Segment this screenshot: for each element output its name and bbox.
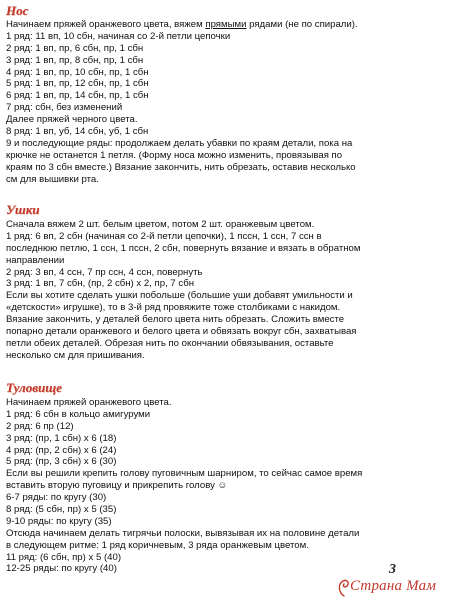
body-line: 1 ряд: 6 сбн в кольцо амигуруми: [6, 408, 151, 420]
site-logo: [336, 576, 448, 598]
section-title-nose: Нос: [6, 3, 29, 18]
ears-line: направлении: [6, 254, 65, 266]
nose-intro-before: Начинаем пряжей оранжевого цвета, вяжем: [6, 19, 206, 30]
nose-intro-line: [6, 19, 446, 31]
ears-line: последнюю петлю, 1 ссн, 1 пссн, 2 сбн, повернуть вязание и вязать в обратном: [6, 242, 361, 254]
nose-line: 8 ряд: 1 вп, уб, 14 сбн, уб, 1 сбн: [6, 126, 149, 138]
nose-intro-after: рядами (не по спирали).: [246, 19, 358, 30]
nose-line: 6 ряд: 1 вп, пр, 14 сбн, пр, 1 сбн: [6, 90, 149, 102]
body-line: Если вы решили крепить голову пуговичным шарниром, то сейчас самое время: [6, 468, 363, 480]
body-line: вставить вторую пуговицу и прикрепить голову ☺: [6, 480, 228, 492]
nose-line: краям по 3 сбн вместе.) Вязание закончить, нить обрезать, оставив несколько: [6, 161, 356, 173]
section-ears-text: [6, 219, 446, 362]
nose-line: 2 ряд: 1 вп, пр, 6 сбн, пр, 1 сбн: [6, 42, 144, 54]
ears-line: Если вы хотите сделать ушки побольше (большие уши добавят умильности и: [6, 290, 353, 302]
section-body-text: [6, 397, 446, 575]
body-line: Отсюда начинаем делать тигрячьи полоски, вывязывая их на половине детали: [6, 527, 360, 539]
body-line: 9-10 ряды: по кругу (35): [6, 515, 112, 527]
ears-line: «детскости» игрушке), то в 3-й ряд провяжите тоже столбиками с накидом.: [6, 302, 341, 314]
logo-text: Страна Мам: [350, 578, 437, 594]
ears-line: Вязание закончить, у деталей белого цвета нить обрезать. Сложить вместе: [6, 314, 345, 326]
section-title-ears: Ушки: [6, 202, 40, 217]
nose-line: крючке не останется 1 петля. (Форму носа можно изменить, провязывая по: [6, 149, 343, 161]
nose-line: 5 ряд: 1 вп, пр, 12 сбн, пр, 1 сбн: [6, 78, 149, 90]
nose-line: 7 ряд: сбн, без изменений: [6, 102, 123, 114]
body-line: 5 ряд: (пр, 3 сбн) х 6 (30): [6, 456, 117, 468]
body-line: 4 ряд: (пр, 2 сбн) х 6 (24): [6, 444, 117, 456]
body-line: 3 ряд: (пр, 1 сбн) х 6 (18): [6, 432, 117, 444]
body-line: 2 ряд: 6 пр (12): [6, 420, 74, 432]
ears-line: 1 ряд: 6 вп, 2 сбн (начиная со 2-й петли цепочки), 1 пссн, 1 ссн, 7 ссн в: [6, 230, 322, 242]
body-line: 6-7 ряды: по кругу (30): [6, 492, 107, 504]
ears-line: Сначала вяжем 2 шт. белым цветом, потом 2 шт. оранжевым цветом.: [6, 219, 315, 230]
ears-line: 2 ряд: 3 вп, 4 ссн, 7 пр ссн, 4 ссн, повернуть: [6, 266, 203, 278]
body-line: 11 ряд: (6 сбн, пр) х 5 (40): [6, 551, 122, 563]
page-number: 3: [389, 562, 396, 577]
nose-line: см для вышивки рта.: [6, 173, 99, 185]
section-title-body: Туловище: [6, 380, 62, 395]
body-line: 8 ряд: (5 сбн, пр) х 5 (35): [6, 504, 117, 516]
nose-line: 3 ряд: 1 вп, пр, 8 сбн, пр, 1 сбн: [6, 54, 144, 66]
nose-line: Далее пряжей черного цвета.: [6, 114, 138, 126]
nose-line: 1 ряд: 11 вп, 10 сбн, начиная со 2-й петли цепочки: [6, 30, 231, 42]
ears-line: 3 ряд: 1 вп, 7 сбн, (пр, 2 сбн) х 2, пр, 7 сбн: [6, 278, 194, 290]
body-line: Начинаем пряжей оранжевого цвета.: [6, 397, 172, 408]
ears-line: несколько см для пришивания.: [6, 349, 145, 361]
section-nose-text: [6, 19, 446, 185]
ears-line: петли обеих деталей. Обрезая нить по окончании обвязывания, оставьте: [6, 337, 334, 349]
nose-intro-underlined: прямыми: [205, 19, 247, 30]
nose-line: 9 и последующие ряды: продолжаем делать убавки по краям детали, пока на: [6, 137, 353, 149]
body-line: 12-25 ряды: по кругу (40): [6, 563, 117, 575]
nose-line: 4 ряд: 1 вп, пр, 10 сбн, пр, 1 сбн: [6, 66, 149, 78]
body-line: в следующем ритме: 1 ряд коричневым, 3 ряда оранжевым цветом.: [6, 539, 309, 551]
ears-line: попарно детали оранжевого и белого цвета и обвязать вокруг сбн, захватывая: [6, 326, 357, 338]
